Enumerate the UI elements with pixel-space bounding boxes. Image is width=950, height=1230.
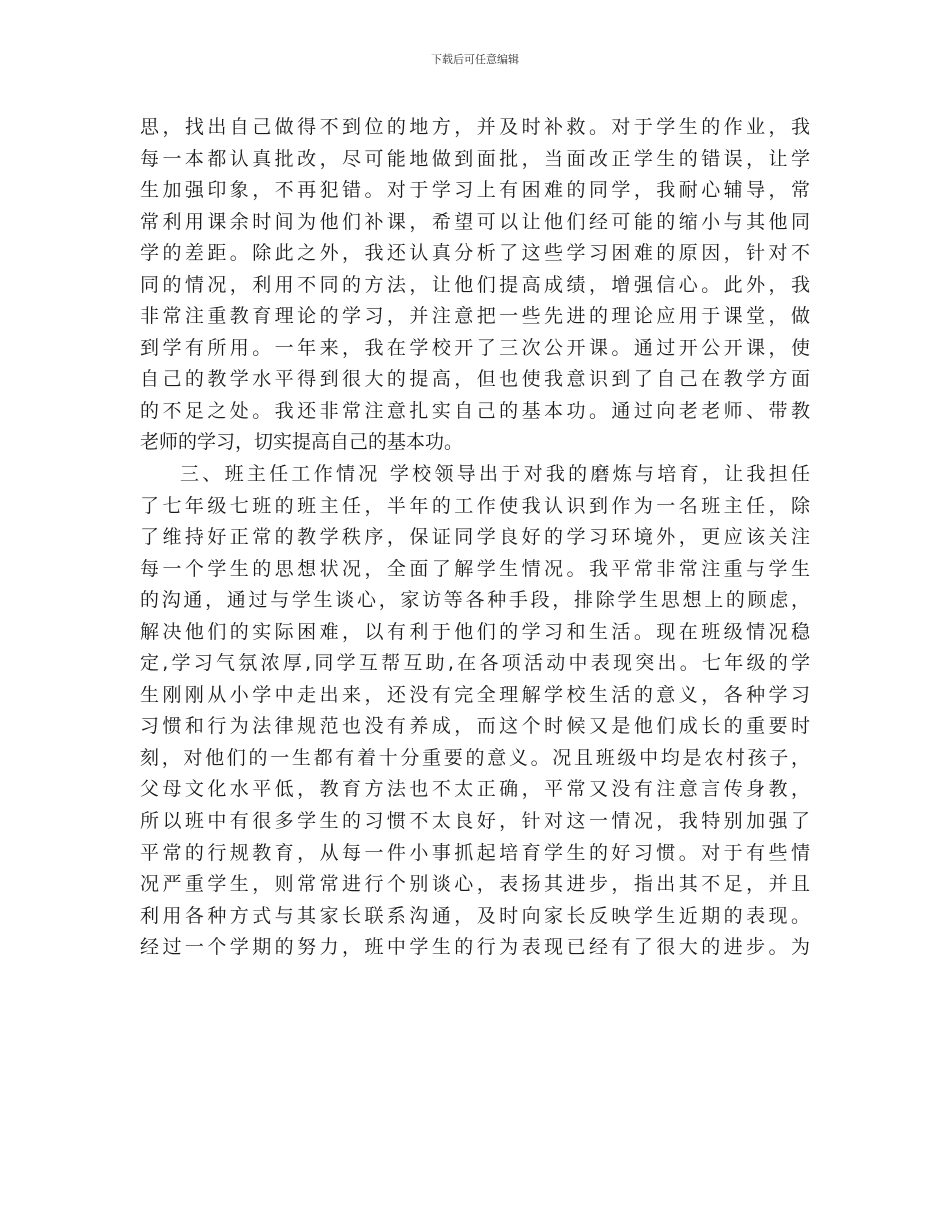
text-line: 习惯和行为法律规范也没有养成，而这个时候又是他们成长的重要时 [140, 715, 810, 738]
text-line: 每一本都认真批改，尽可能地做到面批，当面改正学生的错误，让学 [140, 147, 810, 170]
text-line: 的不足之处。我还非常注意扎实自己的基本功。通过向老老师、带教 [140, 399, 810, 422]
text-line: 利用各种方式与其家长联系沟通，及时向家长反映学生近期的表现。 [140, 904, 810, 927]
text-line: 平常的行规教育，从每一件小事抓起培育学生的好习惯。对于有些情 [140, 841, 810, 864]
page-header: 下载后可任意编辑 [431, 53, 519, 66]
text-line: 非常注重教育理论的学习，并注意把一些先进的理论应用于课堂，做 [140, 305, 810, 328]
text-line: 定,学习气氛浓厚,同学互帮互助,在各项活动中表现突出。七年级的学 [140, 652, 810, 675]
text-line: 自己的教学水平得到很大的提高，但也使我意识到了自己在教学方面 [140, 368, 810, 391]
text-line: 了七年级七班的班主任，半年的工作使我认识到作为一名班主任，除 [140, 494, 810, 517]
text-line: 了维持好正常的教学秩序，保证同学良好的学习环境外，更应该关注 [140, 526, 810, 549]
text-line: 父母文化水平低，教育方法也不太正确，平常又没有注意言传身教， [140, 778, 810, 801]
text-line: 所以班中有很多学生的习惯不太良好，针对这一情况，我特别加强了 [140, 810, 810, 833]
text-line: 经过一个学期的努力，班中学生的行为表现已经有了很大的进步。为 [140, 936, 810, 959]
text-line: 常利用课余时间为他们补课，希望可以让他们经可能的缩小与其他同 [140, 210, 810, 233]
paragraph-last-line: 老师的学习，切实提高自己的基本功。 [140, 431, 464, 454]
text-line: 思，找出自己做得不到位的地方，并及时补救。对于学生的作业，我 [140, 116, 810, 138]
text-line: 同的情况，利用不同的方法，让他们提高成绩，增强信心。此外，我 [140, 273, 810, 296]
text-line: 刻，对他们的一生都有着十分重要的意义。况且班级中均是农村孩子， [140, 746, 810, 769]
text-line: 学的差距。除此之外，我还认真分析了这些学习困难的原因，针对不 [140, 242, 810, 265]
text-line: 生加强印象，不再犯错。对于学习上有困难的同学，我耐心辅导，常 [140, 179, 810, 202]
text-line: 况严重学生，则常常进行个别谈心，表扬其进步，指出其不足，并且 [140, 873, 810, 896]
document-body [140, 112, 810, 964]
text-line: 生刚刚从小学中走出来，还没有完全理解学校生活的意义，各种学习 [140, 683, 810, 706]
section-heading-line: 三、班主任工作情况 学校领导出于对我的磨炼与培育，让我担任 [180, 463, 810, 486]
text-line: 的沟通，通过与学生谈心，家访等各种手段，排除学生思想上的顾虑， [140, 589, 810, 612]
text-line: 每一个学生的思想状况，全面了解学生情况。我平常非常注重与学生 [140, 557, 810, 580]
text-line: 到学有所用。一年来，我在学校开了三次公开课。通过开公开课，使 [140, 336, 810, 359]
text-line: 解决他们的实际困难，以有利于他们的学习和生活。现在班级情况稳 [140, 620, 810, 643]
